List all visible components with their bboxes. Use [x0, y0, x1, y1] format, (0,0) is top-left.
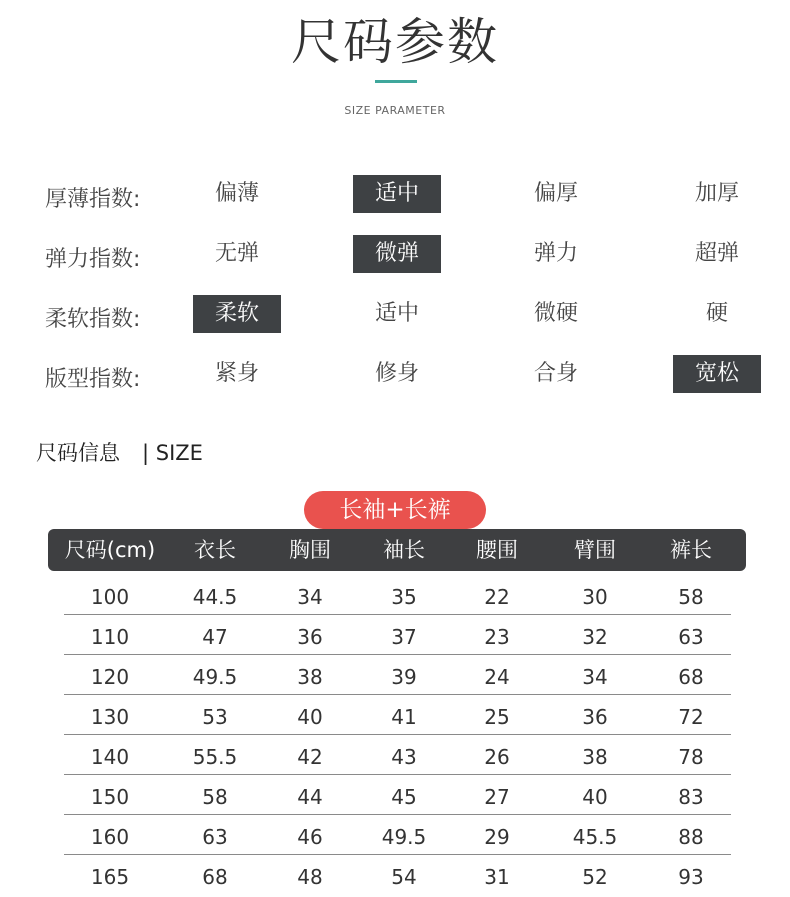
table-row: [0, 737, 790, 777]
index-option: 紧身: [214, 361, 259, 386]
column-header: 胸围: [289, 538, 331, 562]
row-divider: [64, 654, 731, 655]
row-divider: [64, 774, 731, 775]
index-option-selected: 适中: [353, 175, 441, 213]
column-header: 腰围: [476, 538, 518, 562]
table-cell: 35: [391, 585, 417, 609]
table-cell: 22: [484, 585, 510, 609]
index-label: 版型指数:: [45, 367, 141, 392]
table-cell: 48: [297, 865, 323, 889]
index-option: 适中: [374, 301, 419, 326]
index-label: 厚薄指数:: [45, 187, 141, 212]
table-cell: 63: [678, 625, 704, 649]
table-cell: 93: [678, 865, 704, 889]
index-option: 超弹: [694, 241, 739, 266]
table-cell: 36: [582, 705, 608, 729]
index-option-selected: 微弹: [353, 235, 441, 273]
table-cell: 40: [297, 705, 323, 729]
column-header: 衣长: [194, 538, 236, 562]
row-divider: [64, 614, 731, 615]
table-cell: 37: [391, 625, 417, 649]
row-divider: [64, 814, 731, 815]
column-header: 臂围: [574, 538, 616, 562]
table-cell: 45: [391, 785, 417, 809]
page-subtitle: SIZE PARAMETER: [344, 104, 446, 117]
table-cell: 83: [678, 785, 704, 809]
index-option: 微硬: [533, 301, 578, 326]
table-cell: 55.5: [192, 745, 238, 769]
table-cell: 58: [678, 585, 704, 609]
size-section-sep: | SIZE: [142, 441, 203, 465]
table-cell: 29: [484, 825, 510, 849]
table-row: [0, 617, 790, 657]
table-cell: 45.5: [572, 825, 618, 849]
table-cell: 88: [678, 825, 704, 849]
index-option: 修身: [374, 361, 419, 386]
table-cell: 68: [678, 665, 704, 689]
title-underline: [375, 80, 417, 83]
index-label: 弹力指数:: [45, 247, 141, 272]
table-cell: 58: [202, 785, 228, 809]
index-row: [0, 175, 790, 215]
index-option-selected: 柔软: [193, 295, 281, 333]
table-cell: 41: [391, 705, 417, 729]
table-cell: 46: [297, 825, 323, 849]
table-cell: 160: [90, 825, 130, 849]
size-table-header: [48, 529, 746, 571]
row-divider: [64, 734, 731, 735]
table-cell: 47: [202, 625, 228, 649]
table-row: [0, 857, 790, 897]
table-cell: 49.5: [381, 825, 427, 849]
category-pill: 长袖+长裤: [304, 491, 486, 529]
table-cell: 36: [297, 625, 323, 649]
table-cell: 31: [484, 865, 510, 889]
table-cell: 26: [484, 745, 510, 769]
table-cell: 120: [90, 665, 130, 689]
row-divider: [64, 854, 731, 855]
table-cell: 38: [582, 745, 608, 769]
table-cell: 150: [90, 785, 130, 809]
table-cell: 39: [391, 665, 417, 689]
table-cell: 40: [582, 785, 608, 809]
table-cell: 54: [391, 865, 417, 889]
table-cell: 52: [582, 865, 608, 889]
table-cell: 100: [90, 585, 130, 609]
table-cell: 165: [90, 865, 130, 889]
table-cell: 34: [297, 585, 323, 609]
table-row: [0, 577, 790, 617]
table-cell: 140: [90, 745, 130, 769]
index-option: 加厚: [694, 181, 739, 206]
row-divider: [64, 694, 731, 695]
table-cell: 43: [391, 745, 417, 769]
table-cell: 49.5: [192, 665, 238, 689]
table-cell: 42: [297, 745, 323, 769]
table-cell: 72: [678, 705, 704, 729]
index-row: [0, 295, 790, 335]
index-option: 偏薄: [214, 181, 259, 206]
table-cell: 32: [582, 625, 608, 649]
table-cell: 34: [582, 665, 608, 689]
table-cell: 63: [202, 825, 228, 849]
table-cell: 78: [678, 745, 704, 769]
page-title: 尺码参数: [291, 13, 499, 71]
table-row: [0, 657, 790, 697]
table-cell: 24: [484, 665, 510, 689]
table-cell: 130: [90, 705, 130, 729]
table-cell: 44.5: [192, 585, 238, 609]
table-row: [0, 817, 790, 857]
table-cell: 27: [484, 785, 510, 809]
table-cell: 30: [582, 585, 608, 609]
index-option: 无弹: [214, 241, 259, 266]
index-option-selected: 宽松: [673, 355, 761, 393]
column-header: 裤长: [670, 538, 712, 562]
table-row: [0, 777, 790, 817]
index-option: 硬: [705, 301, 728, 326]
column-header: 尺码(cm): [64, 538, 156, 562]
table-cell: 53: [202, 705, 228, 729]
size-section-label: 尺码信息: [36, 441, 120, 465]
table-cell: 38: [297, 665, 323, 689]
index-option: 偏厚: [533, 181, 578, 206]
index-label: 柔软指数:: [45, 307, 141, 332]
index-row: [0, 235, 790, 275]
index-option: 弹力: [533, 241, 578, 266]
index-row: [0, 355, 790, 395]
table-cell: 68: [202, 865, 228, 889]
size-section-title: [36, 437, 203, 467]
table-cell: 110: [90, 625, 130, 649]
column-header: 袖长: [383, 538, 425, 562]
index-option: 合身: [533, 361, 578, 386]
table-row: [0, 697, 790, 737]
table-cell: 44: [297, 785, 323, 809]
table-cell: 25: [484, 705, 510, 729]
table-cell: 23: [484, 625, 510, 649]
